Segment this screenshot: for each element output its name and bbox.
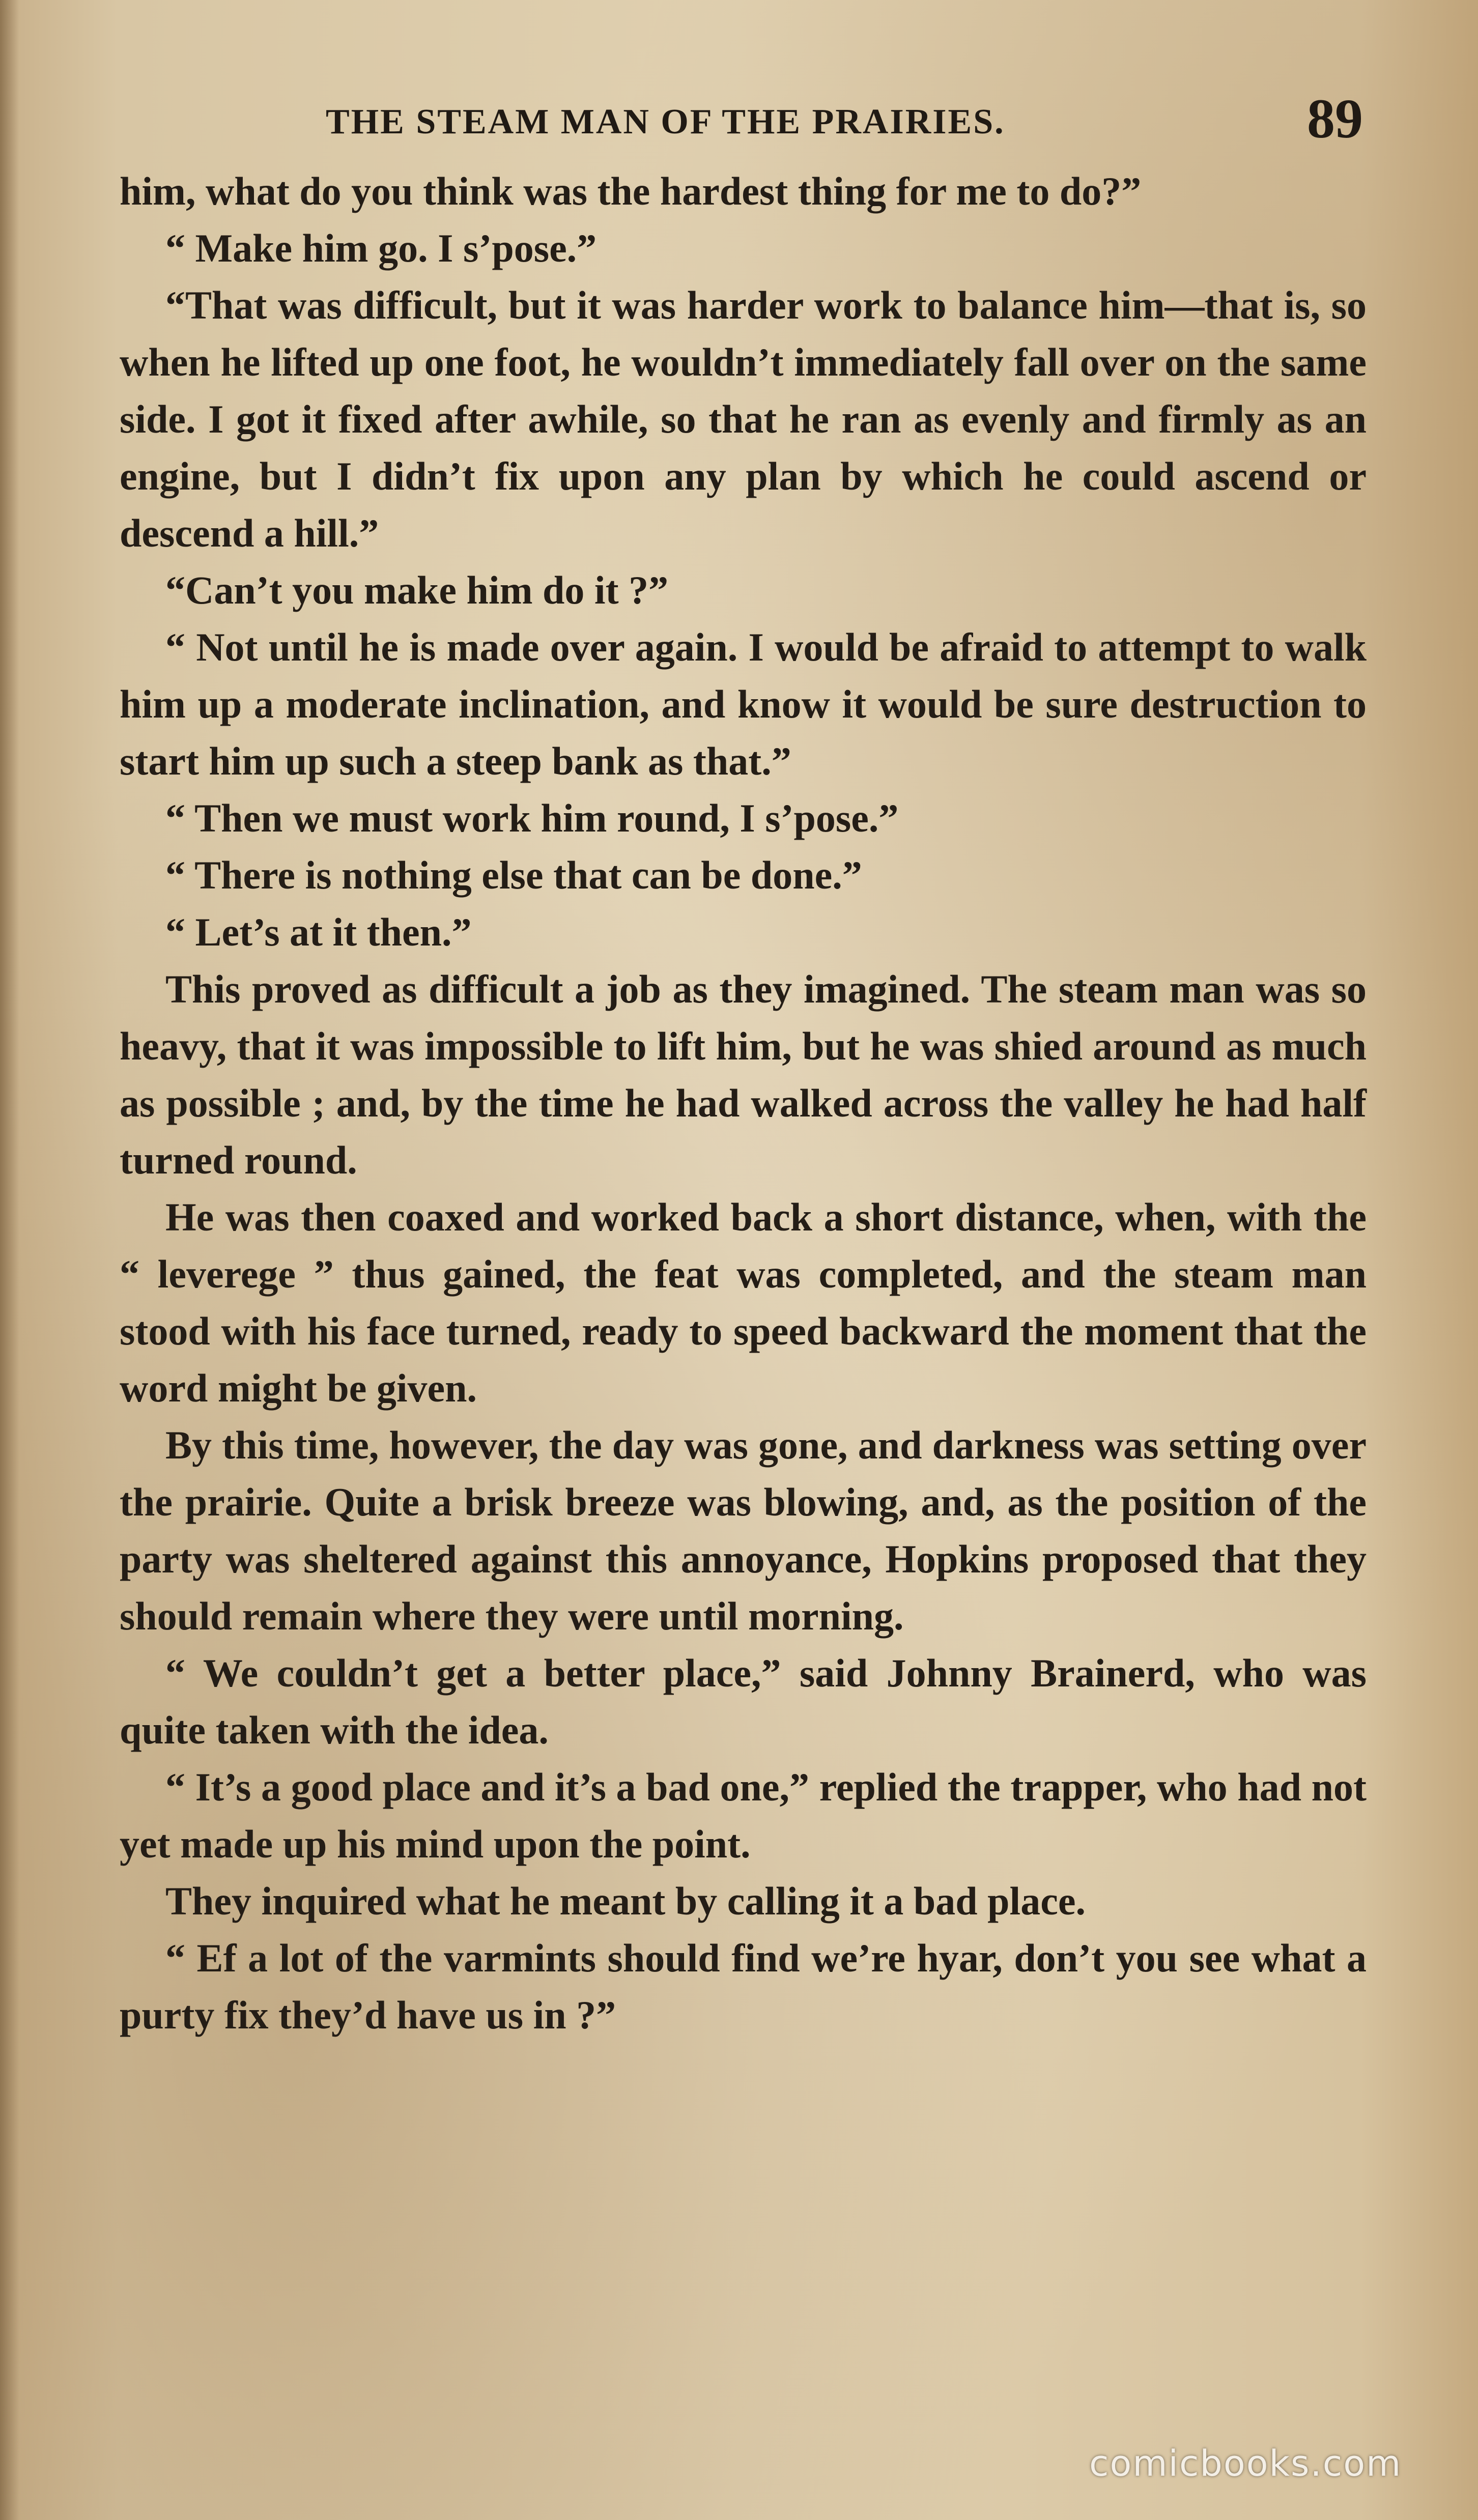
paragraph: “ There is nothing else that can be done.” (165, 853, 862, 897)
paragraph: “ Ef a lot of the varmints should find we’re hyar, don’t you see what a purty fix they’d have us in ?” (120, 1936, 1367, 2037)
paragraph: “ Then we must work him round, I s’pose.” (165, 796, 899, 840)
paragraph: “That was difficult, but it was harder work to balance him—that is, so when he lifted up one foot, he wouldn’t immediately fall over on the same side. I got it fixed after awhile, so that he ran as evenly and firmly as an engine, but I didn’t fix upon any plan by which he could ascend or descend a hill.” (120, 283, 1367, 555)
paragraph: “ Let’s at it then.” (165, 910, 472, 954)
paragraph: him, what do you think was the hardest thing for me to do?” (120, 169, 1142, 213)
paragraph: He was then coaxed and worked back a short distance, when, with the “ leverege ” thus gained, the feat was completed, and the steam man stood with his face turned, ready to speed backward the moment that the word might be given. (120, 1195, 1367, 1410)
paragraph: This proved as difficult a job as they imagined. The steam man was so heavy, that it was impossible to lift him, but he was shied around as much as possible ; and, by the time he had walked across the valley he had half turned round. (120, 967, 1367, 1182)
body-text (120, 163, 1367, 2044)
running-header: THE STEAM MAN OF THE PRAIRIES. (326, 102, 1005, 141)
paragraph: “ Not until he is made over again. I would be afraid to attempt to walk him up a moderate inclination, and know it would be sure destruction to start him up such a steep bank as that.” (120, 625, 1367, 783)
page-edge-shadow (0, 0, 19, 2520)
watermark: comicbooks.com (1089, 2443, 1402, 2484)
page-number: 89 (1307, 88, 1363, 150)
paragraph: They inquired what he meant by calling it a bad place. (165, 1879, 1086, 1923)
paragraph: “Can’t you make him do it ?” (165, 568, 669, 612)
paragraph: “ We couldn’t get a better place,” said Johnny Brainerd, who was quite taken with the idea. (120, 1651, 1367, 1752)
paragraph: “ It’s a good place and it’s a bad one,” replied the trapper, who had not yet made up his mind upon the point. (120, 1765, 1367, 1866)
paragraph: “ Make him go. I s’pose.” (165, 226, 597, 270)
paragraph: By this time, however, the day was gone, and darkness was setting over the prairie. Quite a brisk breeze was blowing, and, as the position of the party was sheltered against this annoyance, Hopkins proposed that they should remain where they were until morning. (120, 1423, 1367, 1638)
